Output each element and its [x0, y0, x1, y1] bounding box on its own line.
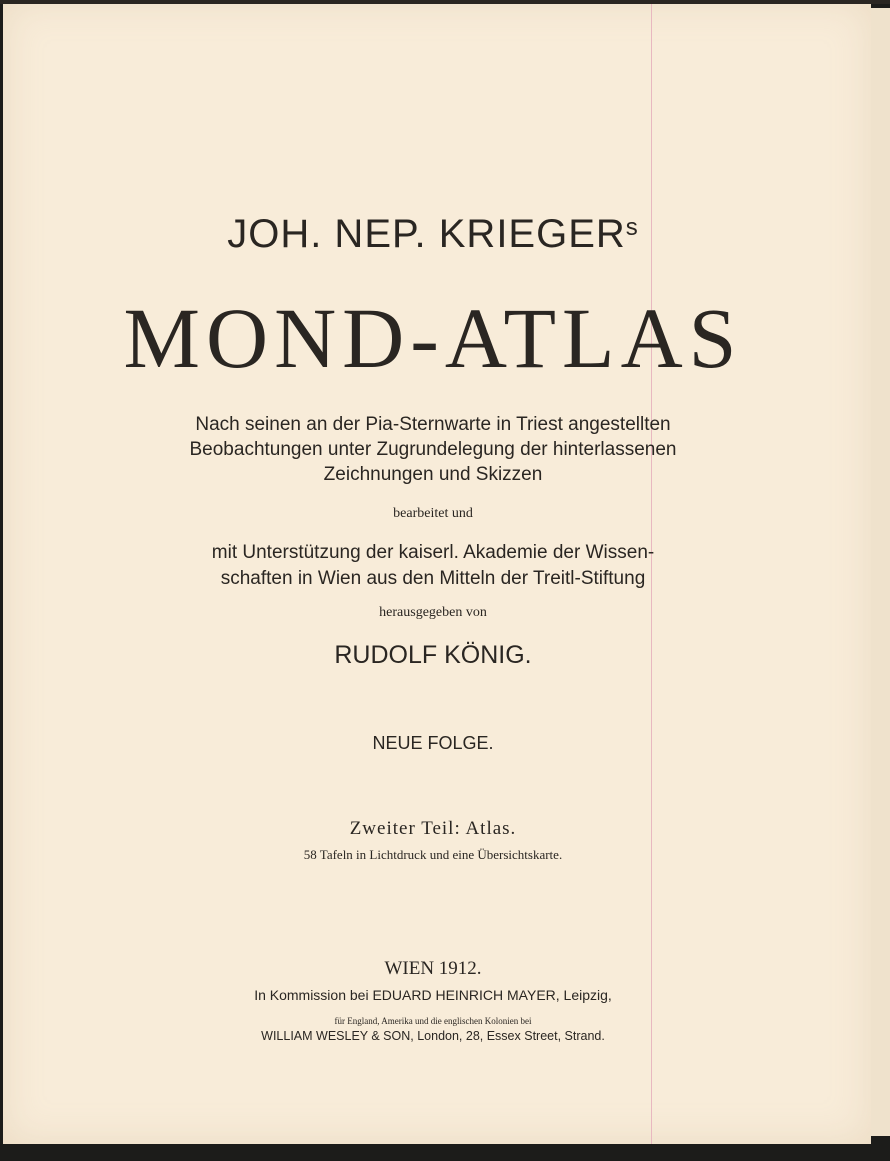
contents: 58 Tafeln in Lichtdruck und eine Übersichtskarte. — [303, 847, 563, 862]
published-by: herausgegeben von — [379, 605, 487, 620]
support-line: mit Unterstützung der kaiserl. Akademie der Wissen- — [211, 542, 655, 563]
author-suffix: s — [625, 214, 639, 241]
part-title: Zweiter Teil: Atlas. — [349, 818, 517, 839]
support-text — [3, 540, 863, 592]
foreign-note: für England, Amerika und die englischen Kolonien bei — [334, 1016, 532, 1026]
foreign-publisher: WILLIAM WESLEY & SON, London, 28, Essex Street, Strand. — [261, 1029, 605, 1043]
author-line — [3, 212, 863, 257]
place-year: WIEN 1912. — [384, 958, 482, 979]
description-line: Zeichnungen und Skizzen — [323, 464, 543, 485]
description-line: Nach seinen an der Pia-Sternwarte in Triest angestellten — [195, 414, 671, 435]
description-line: Beobachtungen unter Zugrundelegung der hinterlassenen — [189, 439, 677, 460]
scan-top-edge — [0, 0, 890, 4]
editor-name: RUDOLF KÖNIG. — [334, 641, 532, 669]
edited-line: bearbeitet und — [393, 506, 473, 521]
description — [3, 412, 863, 487]
commission: In Kommission bei EDUARD HEINRICH MAYER, Leipzig, — [254, 987, 612, 1003]
title-page — [3, 0, 871, 1144]
author-name: JOH. NEP. KRIEGER — [227, 212, 626, 256]
support-line: schaften in Wien aus den Mitteln der Treitl-Stiftung — [220, 568, 646, 589]
series: NEUE FOLGE. — [372, 733, 494, 753]
book-title: MOND-ATLAS — [123, 290, 743, 386]
